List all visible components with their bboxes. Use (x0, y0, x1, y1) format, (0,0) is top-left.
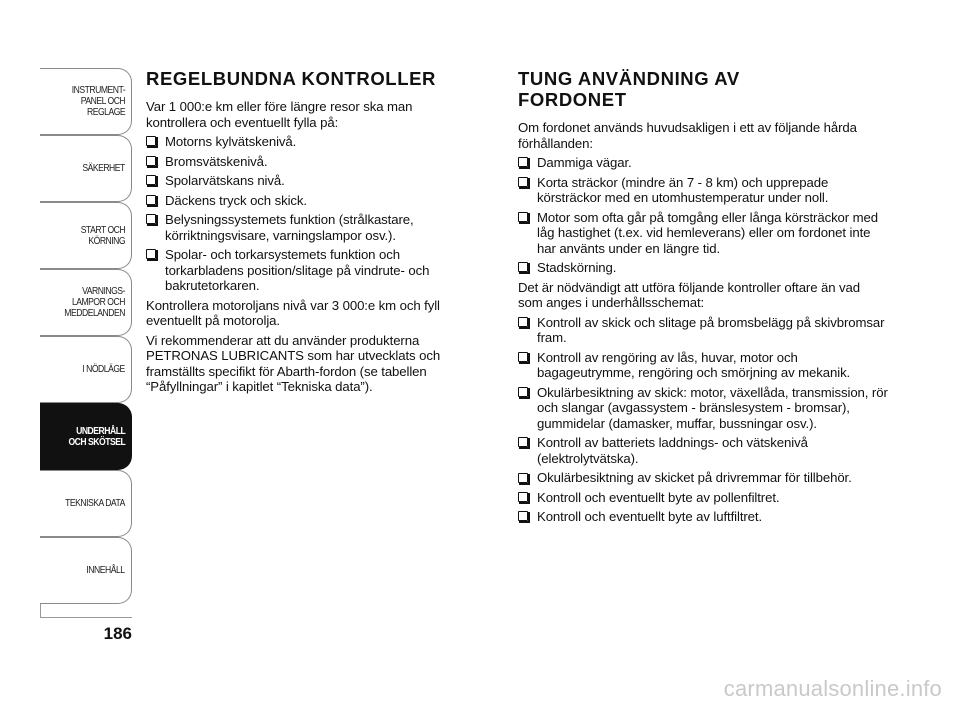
checkbox-bullet-icon (518, 473, 528, 483)
tab-instrumentpanel[interactable] (40, 68, 132, 135)
checkbox-bullet-icon (518, 492, 528, 502)
tab-underhall-active[interactable] (40, 403, 132, 470)
tab-label: SÄKERHET (82, 162, 125, 174)
list-item (518, 385, 888, 432)
tab-label: INSTRUMENT- PANEL OCH REGLAGE (71, 84, 125, 118)
list-item-text: Okulärbesiktning av skick: motor, växellåda, transmission, rör och slangar (avgassystem - bränslesystem - bromsar), gummidelar (damasker, muffar, bussningar osv.). (537, 384, 888, 431)
tab-label: TEKNISKA DATA (65, 497, 125, 509)
tab-label: UNDERHÅLL OCH SKÖTSEL (68, 424, 125, 448)
list-item (518, 490, 888, 506)
checkbox-bullet-icon (146, 214, 156, 224)
list-item-unindented (518, 470, 888, 486)
tab-innehall[interactable] (40, 537, 132, 604)
checkbox-bullet-icon (146, 175, 156, 185)
tab-start-och-korning[interactable] (40, 202, 132, 269)
list-item (518, 509, 888, 525)
tab-label: INNEHÅLL (86, 564, 125, 576)
section-heading: TUNG ANVÄNDNING AV FORDONET (518, 68, 740, 110)
checkbox-bullet-icon (146, 195, 156, 205)
list-item (146, 247, 476, 294)
list-item (146, 173, 476, 189)
list-item-text: Motorns kylvätskenivå. (165, 134, 297, 149)
checkbox-bullet-icon (518, 212, 528, 222)
list-item-text: Spolar- och torkarsystemets funktion och torkarbladens position/slitage på vindrute- och bakrutetorkaren. (165, 247, 430, 293)
body-paragraph: Det är nödvändigt att utföra följande kontroller oftare än vad som anges i underhållsschemat: (518, 279, 861, 310)
right-column (518, 68, 888, 529)
checklist (518, 315, 888, 467)
checkbox-bullet-icon (146, 136, 156, 146)
body-paragraph: Vi rekommenderar att du använder produkterna PETRONAS LUBRICANTS som har utvecklats och framställts specifikt för Abarth-fordon (se tabellen “Påfyllningar” i kapitlet “Tekniska data”). (146, 332, 441, 394)
page-number: 186 (103, 624, 132, 643)
list-item-text: Bromsvätskenivå. (165, 153, 268, 169)
tab-sakerhet[interactable] (40, 135, 132, 202)
list-item (518, 155, 888, 171)
checklist (518, 155, 888, 276)
list-item (518, 175, 888, 206)
list-item (146, 134, 476, 150)
list-item-text: Kontroll och eventuellt byte av pollenfiltret. (537, 489, 780, 505)
tab-tekniska-data[interactable] (40, 470, 132, 537)
watermark: carmanualsonline.info (723, 676, 942, 701)
list-item-text: Kontroll och eventuellt byte av luftfiltret. (537, 509, 763, 524)
checkbox-bullet-icon (518, 157, 528, 167)
list-item-text: Kontroll av skick och slitage på bromsbelägg på skivbromsar fram. (537, 314, 885, 345)
checkbox-bullet-icon (518, 437, 528, 447)
intro-paragraph: Var 1 000:e km eller före längre resor ska man kontrollera och eventuellt fylla på: (146, 99, 413, 130)
checkbox-bullet-icon (518, 177, 528, 187)
sidebar-bottom-border (40, 617, 132, 618)
list-item (146, 154, 476, 170)
checklist (146, 134, 476, 294)
list-item-text: Spolarvätskans nivå. (165, 173, 285, 188)
list-item-text: Okulärbesiktning av skicket på drivremmar för tillbehör. (537, 470, 852, 485)
list-item (518, 210, 888, 257)
list-item-text: Stadskörning. (537, 260, 617, 275)
tab-label: VARNINGS- LAMPOR OCH MEDDELANDEN (64, 285, 125, 319)
checkbox-bullet-icon (518, 352, 528, 362)
tab-label: I NÖDLÄGE (82, 363, 125, 375)
intro-paragraph: Om fordonet används huvudsakligen i ett av följande hårda förhållanden: (518, 120, 857, 151)
list-item (518, 350, 888, 381)
checkbox-bullet-icon (518, 317, 528, 327)
chapter-tabs (40, 68, 132, 604)
list-item (518, 435, 888, 466)
list-item-text: Korta sträckor (mindre än 7 - 8 km) och upprepade körsträckor med en utomhustemperatur under noll. (537, 174, 829, 205)
left-column (146, 68, 476, 399)
tab-i-nodlage[interactable] (40, 336, 132, 403)
list-item-text: Kontroll av rengöring av lås, huvar, motor och bagageutrymme, rengöring och smörjning av mekanik. (537, 349, 851, 380)
tab-label: START OCH KÖRNING (80, 223, 125, 247)
checkbox-bullet-icon (518, 511, 528, 521)
list-item (518, 315, 888, 346)
checkbox-bullet-icon (518, 262, 528, 272)
section-heading: REGELBUNDNA KONTROLLER (146, 68, 437, 89)
list-item (146, 193, 476, 209)
list-item-text: Dammiga vägar. (537, 155, 632, 170)
tab-varningslampor[interactable] (40, 269, 132, 336)
list-item (146, 212, 476, 243)
list-item-text: Motor som ofta går på tomgång eller långa körsträckor med låg hastighet (t.ex. vid hemleverans) eller om fordonet inte har använts under en längre tid. (537, 209, 879, 256)
list-item-text: Belysningssystemets funktion (strålkastare, körriktningsvisare, varningslampor osv.). (165, 212, 414, 243)
list-item-text: Kontroll av batteriets laddnings- och vätskenivå (elektrolytvätska). (537, 435, 808, 466)
checkbox-bullet-icon (146, 156, 156, 166)
checklist (518, 490, 888, 525)
list-item (518, 260, 888, 276)
checkbox-bullet-icon (518, 387, 528, 397)
body-paragraph: Kontrollera motoroljans nivå var 3 000:e km och fyll eventuellt på motorolja. (146, 297, 440, 328)
checkbox-bullet-icon (146, 249, 156, 259)
list-item-text: Däckens tryck och skick. (165, 192, 307, 208)
